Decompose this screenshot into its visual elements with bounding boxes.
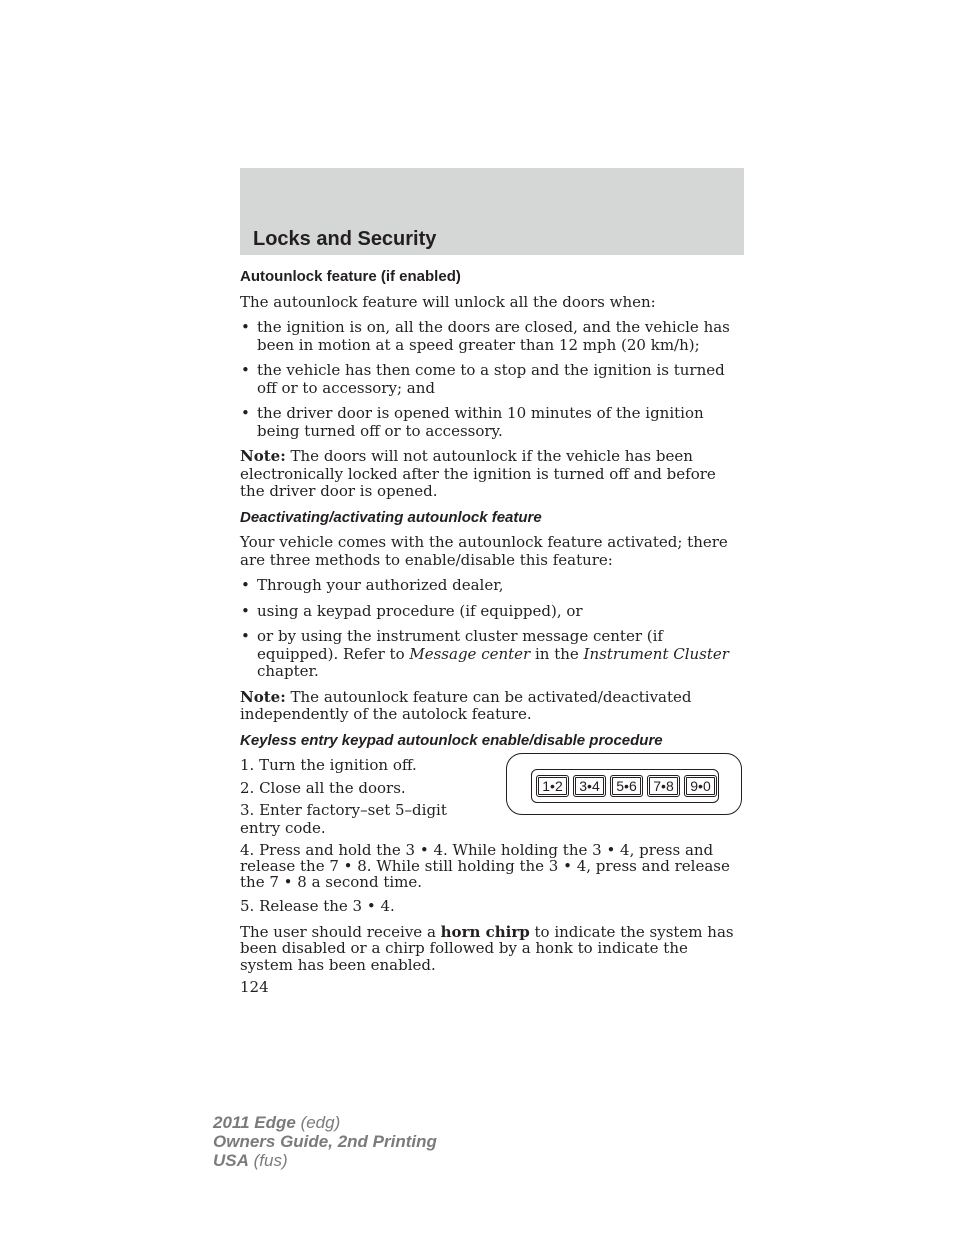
- deactivating-intro: Your vehicle comes with the autounlock feature activated; there are three methods to enable/disable this feature:: [240, 533, 728, 569]
- note-label: Note:: [240, 687, 286, 706]
- deactivating-heading: Deactivating/activating autounlock feature: [240, 508, 542, 526]
- note-text: The autounlock feature can be activated/deactivated independently of the autolock feature.: [240, 687, 692, 723]
- step-2: 2. Close all the doors.: [240, 778, 406, 797]
- step-3: 3. Enter factory–set 5–digit entry code.: [240, 801, 447, 837]
- step-4: 4. Press and hold the 3 • 4. While holding the 3 • 4, press and release the 7 • 8. While still holding the 3 • 4, press and release the 7 • 8 a second time.: [240, 841, 730, 891]
- list-item: • the driver door is opened within 10 minutes of the ignition being turned off or to accessory.: [241, 404, 704, 440]
- message-center-reference: Message center: [409, 644, 531, 663]
- bullet-icon: •: [241, 576, 250, 594]
- section-title: Locks and Security: [253, 228, 437, 250]
- page-content: [240, 264, 744, 997]
- bullet-icon: •: [241, 404, 250, 422]
- autounlock-note: [240, 448, 744, 501]
- deactivating-note: [240, 689, 744, 724]
- keypad-procedure-heading: Keyless entry keypad autounlock enable/disable procedure: [240, 731, 663, 749]
- footer-line-1: 2011 Edge (edg): [213, 1113, 341, 1132]
- footer-line-2: Owners Guide, 2nd Printing: [213, 1132, 437, 1151]
- horn-chirp-emphasis: horn chirp: [440, 922, 530, 941]
- note-label: Note:: [240, 447, 286, 465]
- list-item: • the vehicle has then come to a stop and the ignition is turned off or to accessory; and: [241, 361, 725, 397]
- list-item: • using a keypad procedure (if equipped), or: [241, 601, 583, 620]
- key-9-0: 9•0: [684, 775, 717, 797]
- list-item: • the ignition is on, all the doors are closed, and the vehicle has been in motion at a speed greater than 12 mph (20 km/h);: [241, 318, 730, 354]
- keypad-illustration: [506, 753, 742, 815]
- key-5-6: 5•6: [610, 775, 643, 797]
- keypad-procedure-steps: [240, 757, 744, 837]
- instrument-cluster-reference: Instrument Cluster: [583, 644, 729, 663]
- bullet-icon: •: [241, 627, 250, 645]
- autounlock-conditions-list: [240, 319, 744, 440]
- key-1-2: 1•2: [536, 775, 569, 797]
- footer-imprint: [213, 1113, 437, 1170]
- step-1: 1. Turn the ignition off.: [240, 756, 417, 774]
- key-3-4: 3•4: [573, 775, 606, 797]
- methods-list: [240, 577, 744, 681]
- key-7-8: 7•8: [647, 775, 680, 797]
- autounlock-heading: Autounlock feature (if enabled): [240, 268, 461, 285]
- bullet-icon: •: [241, 361, 250, 379]
- list-item: • Through your authorized dealer,: [241, 576, 504, 594]
- autounlock-intro: The autounlock feature will unlock all the doors when:: [240, 292, 656, 311]
- step-5: 5. Release the 3 • 4.: [240, 897, 395, 915]
- note-text: The doors will not autounlock if the vehicle has been electronically locked after the ignition is turned off and before the driver door is opened.: [240, 447, 716, 500]
- list-item: • or by using the instrument cluster message center (if equipped). Refer to Message center in the Instrument Cluster chapter.: [241, 627, 729, 680]
- bullet-icon: •: [241, 318, 250, 336]
- footer-line-3: USA (fus): [213, 1151, 288, 1170]
- bullet-icon: •: [241, 601, 250, 620]
- result-text: The user should receive a horn chirp to indicate the system has been disabled or a chirp followed by a honk to indicate the system has been enabled.: [240, 922, 734, 974]
- keypad-panel: [531, 769, 719, 803]
- page-number: 124: [240, 978, 269, 996]
